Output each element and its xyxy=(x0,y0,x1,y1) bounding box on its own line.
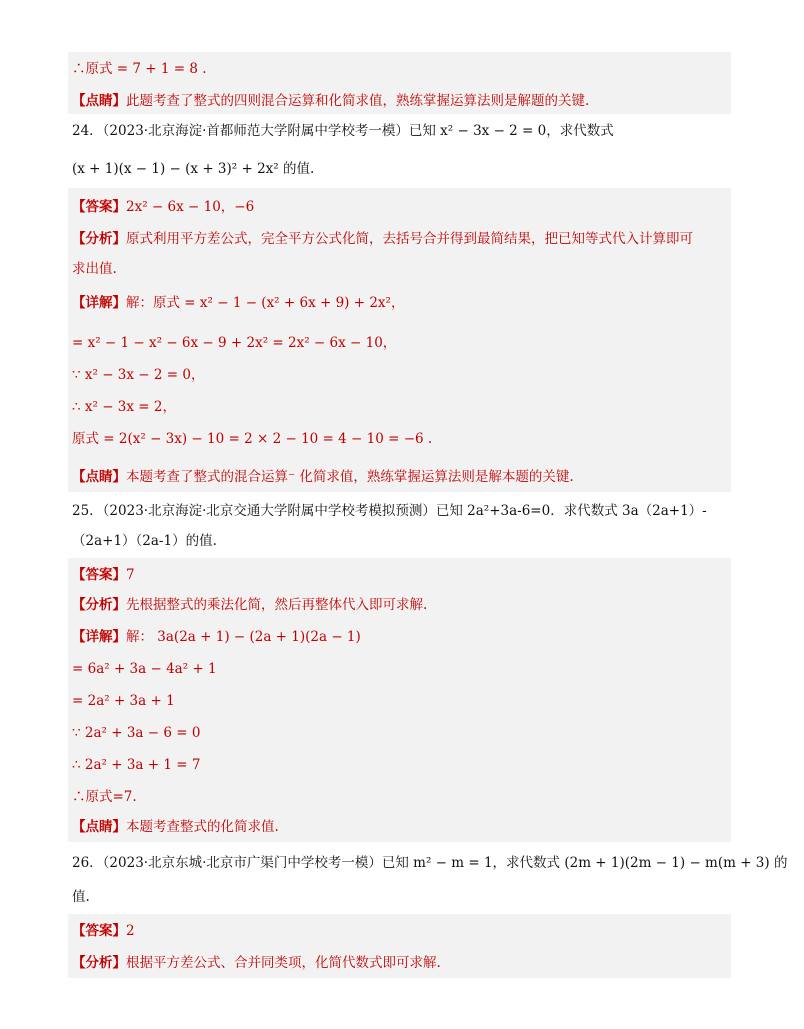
question-25-line1: 25．（2023·北京海淀·北京交通大学附属中学校考模拟预测）已知 2a²+3a-6=0．求代数式 3a（2a+1）- xyxy=(72,503,707,519)
detail-24-line1: 【详解】解：原式 = x² − 1 − (x² + 6x + 9) + 2x²， xyxy=(72,295,405,311)
question-24-line2: (x + 1)(x − 1) − (x + 3)² + 2x² 的值. xyxy=(72,161,315,177)
detail-25-line4: ∵ 2a² + 3a − 6 = 0 xyxy=(72,725,201,741)
detail-25-line6: ∴原式=7. xyxy=(72,789,137,805)
conclusion-line: ∴原式 = 7 + 1 = 8 . xyxy=(72,61,207,77)
comment-line: 【点睛】此题考查了整式的四则混合运算和化简求值，熟练掌握运算法则是解题的关键. xyxy=(72,93,590,109)
analysis-25: 【分析】先根据整式的乘法化简，然后再整体代入即可求解. xyxy=(72,597,428,613)
answer-25: 【答案】7 xyxy=(72,567,135,583)
detail-24-line5: 原式 = 2(x² − 3x) − 10 = 2 × 2 − 10 = 4 − 10 = −6 . xyxy=(72,431,433,447)
comment-24: 【点睛】本题考查了整式的混合运算⁻ 化简求值，熟练掌握运算法则是解本题的关键. xyxy=(72,469,574,485)
detail-25-line3: = 2a² + 3a + 1 xyxy=(72,693,175,709)
question-26-line2: 值. xyxy=(72,889,90,905)
detail-24-line4: ∴ x² − 3x = 2， xyxy=(72,399,176,415)
analysis-26: 【分析】根据平方差公式、合并同类项，化简代数式即可求解. xyxy=(72,955,441,971)
detail-25-line5: ∴ 2a² + 3a + 1 = 7 xyxy=(72,757,201,773)
analysis-24-line1: 【分析】原式利用平方差公式，完全平方公式化简，去括号合并得到最简结果，把已知等式代入计算即可 xyxy=(72,231,693,247)
detail-25-line1: 【详解】解： 3a(2a + 1) − (2a + 1)(2a − 1) xyxy=(72,629,361,645)
question-24-line1: 24．（2023·北京海淀·首都师范大学附属中学校考一模）已知 x² − 3x − 2 = 0，求代数式 xyxy=(72,123,614,139)
question-25-line2: （2a+1）（2a-1）的值. xyxy=(72,533,217,549)
question-26-line1: 26．（2023·北京东城·北京市广渠门中学校考一模）已知 m² − m = 1，求代数式 (2m + 1)(2m − 1) − m(m + 3) 的 xyxy=(72,855,788,871)
detail-25-line2: = 6a² + 3a − 4a² + 1 xyxy=(72,661,217,677)
comment-25: 【点睛】本题考查整式的化简求值. xyxy=(72,819,279,835)
detail-24-line2: = x² − 1 − x² − 6x − 9 + 2x² = 2x² − 6x − 10， xyxy=(72,335,397,351)
answer-24: 【答案】2x² − 6x − 10，−6 xyxy=(72,199,255,215)
answer-26: 【答案】2 xyxy=(72,923,135,939)
analysis-24-line2: 求出值. xyxy=(72,261,117,277)
detail-24-line3: ∵ x² − 3x − 2 = 0， xyxy=(72,367,205,383)
